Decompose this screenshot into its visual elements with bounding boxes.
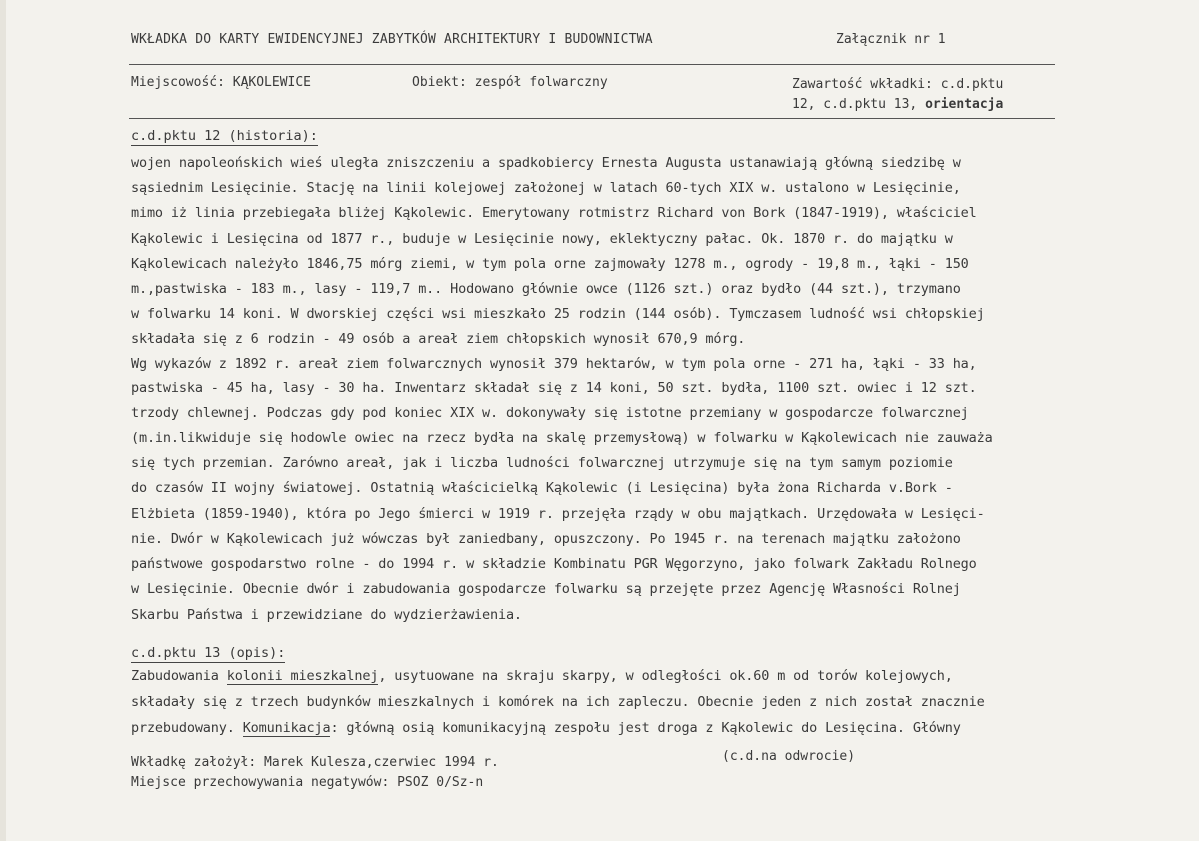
section-12-heading-text: c.d.pktu 12 (historia): (131, 128, 318, 144)
section-12-line: się tych przemian. Zarówno areał, jak i liczba ludności folwarcznej utrzymuje się na tym samym poziomie (131, 455, 953, 471)
contents-line-2 (792, 95, 1003, 115)
section-12-line: Kąkolewic i Lesięcina od 1877 r., buduje w Lesięcinie nowy, eklektyczny pałac. Ok. 1870 r. do majątku w (131, 231, 953, 247)
locality-field: Miejscowość: KĄKOLEWICE (131, 75, 312, 90)
section-12-line: składała się z 6 rodzin - 49 osób a areał ziem chłopskich wynosił 670,9 mórg. (131, 331, 746, 347)
section-12-line: w Lesięcinie. Obecnie dwór i zabudowania gospodarcze folwarku są przejęte przez Agencję Własności Rolnej (131, 581, 961, 597)
author-line: Wkładkę założył: Marek Kulesza,czerwiec 1994 r. (131, 755, 499, 770)
section-12-line: Elżbieta (1859-1940), która po Jego śmierci w 1919 r. przejęła rządy w obu majątkach. Urzędowała w Lesięci- (131, 506, 985, 522)
section-12-line: nie. Dwór w Kąkolewicach już wówczas był zaniedbany, opuszczony. Po 1945 r. na terenach majątku założono (131, 531, 961, 547)
object-field: Obiekt: zespół folwarczny (412, 75, 608, 90)
section-12-line: wojen napoleońskich wieś uległa zniszczeniu a spadkobiercy Ernesta Augusta ustanawiają główną siedzibę w (131, 155, 961, 171)
document-title: WKŁADKA DO KARTY EWIDENCYJNEJ ZABYTKÓW ARCHITEKTURY I BUDOWNICTWA (131, 32, 653, 47)
section-12-line: Kąkolewicach należyło 1846,75 mórg ziemi, w tym pola orne zajmowały 1278 m., ogrody - 19,8 m., łąki - 150 (131, 256, 969, 272)
contents-prefix: 12, c.d.pktu 13, (792, 97, 918, 112)
s13-text: , usytuowane na skraju skarpy, w odległości ok.60 m od torów kolejowych, (378, 668, 953, 684)
section-12-line: państwowe gospodarstwo rolne - do 1994 r. w składzie Kombinatu PGR Węgorzyno, jako folwark Zakładu Rolnego (131, 556, 977, 572)
section-12-heading (131, 128, 318, 144)
s13-underlined-term: kolonii mieszkalnej (226, 668, 379, 684)
continued-note: (c.d.na odwrocie) (722, 749, 856, 764)
section-12-line: trzody chlewnej. Podczas gdy pod koniec XIX w. dokonywały się istotne przemiany w gospodarcze folwarcznej (131, 405, 969, 421)
section-13-heading (131, 645, 285, 661)
section-13-line-3 (131, 720, 961, 736)
contents-line-1: Zawartość wkładki: c.d.pktu (792, 77, 1004, 92)
meta-rule (129, 118, 1055, 119)
section-12-line: do czasów II wojny światowej. Ostatnią właścicielką Kąkolewic (i Lesięcina) była żona Richarda v.Bork - (131, 480, 953, 496)
negatives-line: Miejsce przechowywania negatywów: PSOZ 0/Sz-n (131, 775, 484, 790)
s13-text: : główną osią komunikacyjną zespołu jest droga z Kąkolewic do Lesięcina. Główny (330, 720, 961, 736)
section-12-line: sąsiednim Lesięcinie. Stację na linii kolejowej założonej w latach 60-tych XIX w. ustalono w Lesięcinie, (131, 180, 961, 196)
section-12-line: m.,pastwiska - 183 m., lasy - 119,7 m.. Hodowano głównie owce (1126 szt.) oraz bydło (44 szt.), trzymano (131, 281, 961, 297)
contents-bold: orientacja (925, 97, 1004, 112)
s13-underlined-term: Komunikacja (242, 720, 331, 736)
s13-text: przebudowany. (131, 720, 243, 736)
section-12-line: pastwiska - 45 ha, lasy - 30 ha. Inwentarz składał się z 14 koni, 50 szt. bydła, 1100 szt. owiec i 12 szt. (131, 380, 977, 396)
contents-field (792, 75, 1003, 115)
top-rule (129, 64, 1055, 65)
section-13-line-1 (131, 668, 953, 684)
s13-text: Zabudowania (131, 668, 227, 684)
section-12-line: Skarbu Państwa i przewidziane do wydzierżawienia. (131, 607, 522, 623)
section-12-line: w folwarku 14 koni. W dworskiej części wsi mieszkało 25 rodzin (144 osób). Tymczasem ludność wsi chłopskiej (131, 306, 985, 322)
section-12-line: (m.in.likwiduje się hodowle owiec na rzecz bydła na skalę przemysłową) w folwarku w Kąkolewicach nie zauważa (131, 430, 993, 446)
section-13-line-2: składały się z trzech budynków mieszkalnych i komórek na ich zapleczu. Obecnie jeden z nich został znacznie (131, 694, 985, 710)
section-12-line: mimo iż linia przebiegała bliżej Kąkolewic. Emerytowany rotmistrz Richard von Bork (1847-1919), właściciel (131, 205, 977, 221)
annex-label: Załącznik nr 1 (836, 32, 946, 47)
section-13-heading-text: c.d.pktu 13 (opis): (131, 645, 286, 661)
section-12-line: Wg wykazów z 1892 r. areał ziem folwarcznych wynosił 379 hektarów, w tym pola orne - 271 ha, łąki - 33 ha, (131, 356, 977, 372)
